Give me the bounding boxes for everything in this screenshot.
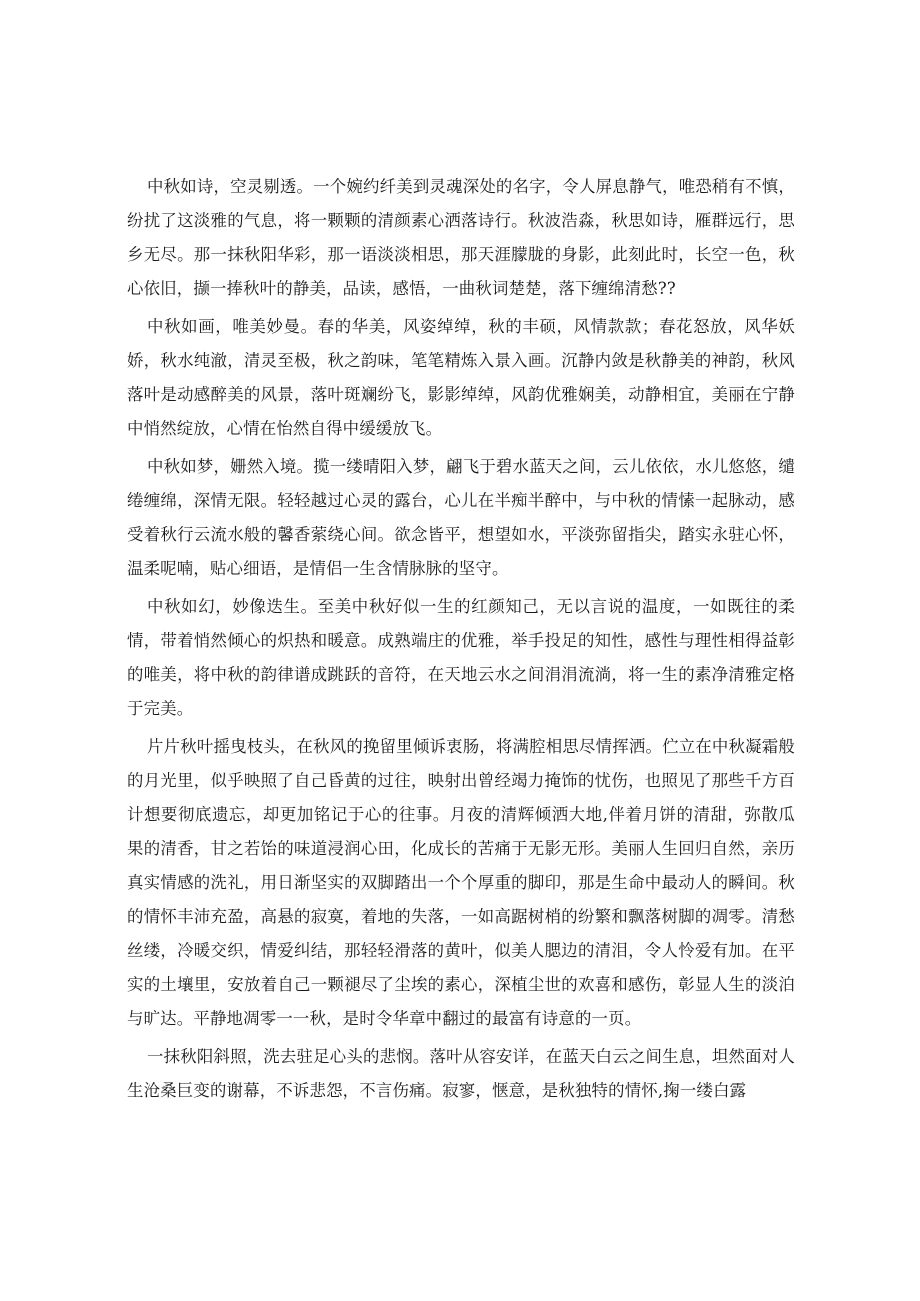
paragraph-4: 中秋如幻，妙像迭生。至美中秋好似一生的红颜知己，无以言说的温度，一如既往的柔情，带着悄然倾心的炽热和暖意。成熟端庄的优雅，举手投足的知性，感性与理性相得益彰的唯美，将中秋的韵律谱成跳跃的音符，在天地云水之间涓涓流淌，将一生的素净清雅定格于完美。 [127,597,795,718]
paragraph-5: 片片秋叶摇曳枝头，在秋风的挽留里倾诉衷肠，将满腔相思尽情挥洒。伫立在中秋凝霜般的月光里，似乎映照了自己昏黄的过往，映射出曾经竭力掩饰的忧伤，也照见了那些千方百计想要彻底遗忘，却更加铭记于心的往事。月夜的清辉倾洒大地,伴着月饼的清甜，弥散瓜果的清香，甘之若饴的味道浸润心田，化成长的苦痛于无影无形。美丽人生回归自然，亲历真实情感的洗礼，用日渐坚实的双脚踏出一个个厚重的脚印，那是生命中最动人的瞬间。秋的情怀丰沛充盈，高悬的寂寞，着地的失落，一如高踞树梢的纷繁和飘落树脚的凋零。清愁丝缕，冷暖交织，情爱纠结，那轻轻滑落的黄叶，似美人腮边的清泪，令人怜爱有加。在平实的土壤里，安放着自己一颗褪尽了尘埃的素心，深植尘世的欢喜和感伤，彰显人生的淡泊与旷达。平静地凋零一一秋，是时令华章中翻过的最富有诗意的一页。 [127,737,795,1028]
paragraph-2: 中秋如画，唯美妙曼。春的华美，风姿绰绰，秋的丰硕，风情款款；春花怒放，风华妖娇，秋水纯澈，清灵至极，秋之韵味，笔笔精炼入景入画。沉静内敛是秋静美的神韵，秋风落叶是动感醉美的风景，落叶斑斓纷飞，影影绰绰，风韵优雅娴美，动静相宜，美丽在宁静中悄然绽放，心情在怡然自得中缓缓放飞。 [127,317,795,438]
paragraph-3: 中秋如梦，姗然入境。揽一缕晴阳入梦，翩飞于碧水蓝天之间，云儿依依，水儿悠悠，缱绻缠绵，深情无限。轻轻越过心灵的露台，心儿在半痴半醉中，与中秋的情愫一起脉动，感受着秋行云流水般的馨香萦绕心间。欲念皆平，想望如水，平淡弥留指尖，踏实永驻心怀，温柔呢喃，贴心细语，是情侣一生含情脉脉的坚守。 [127,457,795,578]
paragraph-6: 一抹秋阳斜照，洗去驻足心头的悲悯。落叶从容安详，在蓝天白云之间生息，坦然面对人生沧桑巨变的谢幕，不诉悲怨，不言伤痛。寂寥，惬意，是秋独特的情怀,掬一缕白露 [127,1047,795,1100]
article-body [127,170,795,1112]
paragraph-1: 中秋如诗，空灵剔透。一个婉约纤美到灵魂深处的名字，令人屏息静气，唯恐稍有不慎，纷扰了这淡雅的气息，将一颗颗的清颜素心洒落诗行。秋波浩淼，秋思如诗，雁群远行，思乡无尽。那一抹秋阳华彩，那一语淡淡相思，那天涯朦胧的身影，此刻此时，长空一色，秋心依旧，撷一捧秋叶的静美，品读，感悟，一曲秋词楚楚，落下缠绵清愁?? [127,177,795,298]
